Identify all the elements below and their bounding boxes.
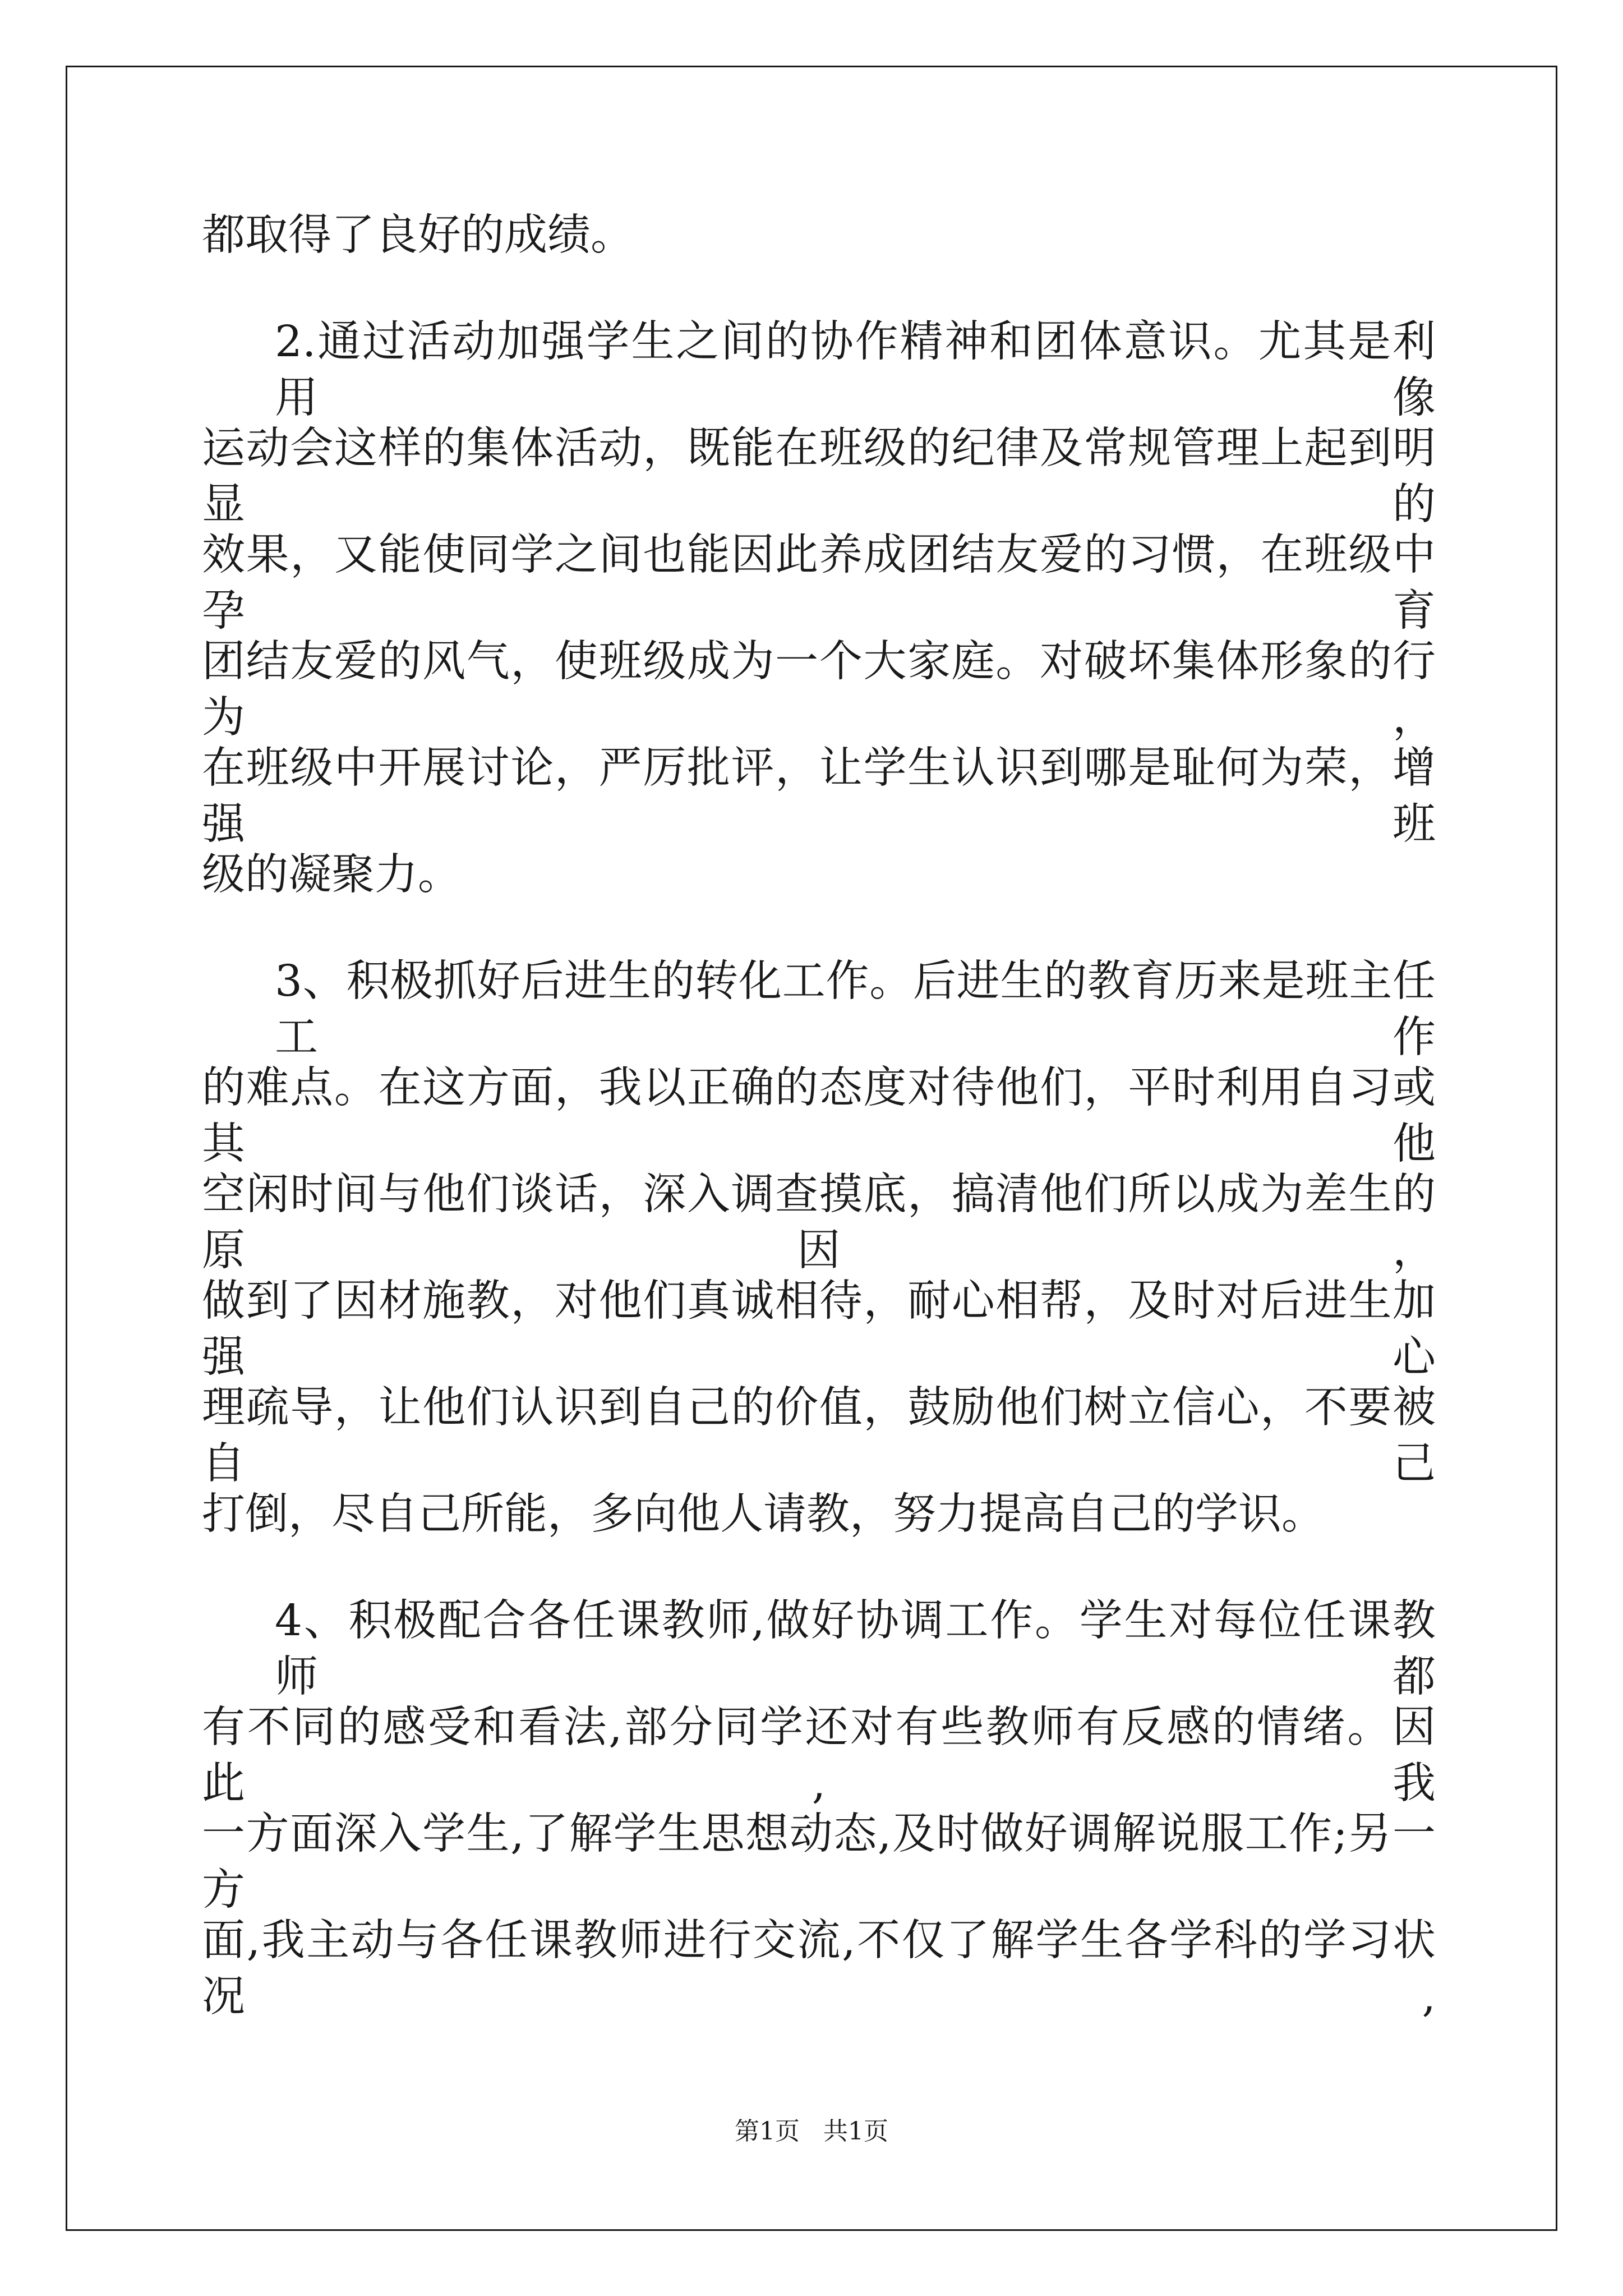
text-line: 4、积极配合各任课教师,做好协调工作。学生对每位任课教师都: [275, 1596, 1436, 1702]
text-line: 做到了因材施教，对他们真诚相待，耐心相帮，及时对后进生加强心: [202, 1276, 1436, 1382]
text-line: 面,我主动与各任课教师进行交流,不仅了解学生各学科的学习状况,: [202, 1916, 1436, 2022]
text-line: 空闲时间与他们谈话，深入调查摸底，搞清他们所以成为差生的原因，: [202, 1170, 1436, 1276]
text-line: 团结友爱的风气，使班级成为一个大家庭。对破坏集体形象的行为，: [202, 637, 1436, 743]
text-line: 理疏导，让他们认识到自己的价值，鼓励他们树立信心，不要被自己: [202, 1383, 1436, 1489]
text-line: 都取得了良好的成绩。: [202, 210, 634, 260]
text-line: 运动会这样的集体活动，既能在班级的纪律及常规管理上起到明显的: [202, 424, 1436, 530]
text-line: 在班级中开展讨论，严厉批评，让学生认识到哪是耻何为荣，增强班: [202, 743, 1436, 849]
text-line: 3、积极抓好后进生的转化工作。后进生的教育历来是班主任工作: [275, 956, 1436, 1062]
text-line: 2.通过活动加强学生之间的协作精神和团体意识。尤其是利用像: [275, 317, 1436, 423]
text-line: 一方面深入学生,了解学生思想动态,及时做好调解说服工作;另一方: [202, 1809, 1436, 1915]
text-line: 有不同的感受和看法,部分同学还对有些教师有反感的情绪。因此,我: [202, 1703, 1436, 1809]
text-line: 效果，又能使同学之间也能因此养成团结友爱的习惯，在班级中孕育: [202, 530, 1436, 636]
page-number-footer: 第1页 共1页: [735, 2117, 888, 2146]
text-line: 级的凝聚力。: [202, 850, 461, 900]
text-line: 打倒，尽自己所能，多向他人请教，努力提高自己的学识。: [202, 1489, 1325, 1539]
text-line: 的难点。在这方面，我以正确的态度对待他们，平时利用自习或其他: [202, 1063, 1436, 1169]
